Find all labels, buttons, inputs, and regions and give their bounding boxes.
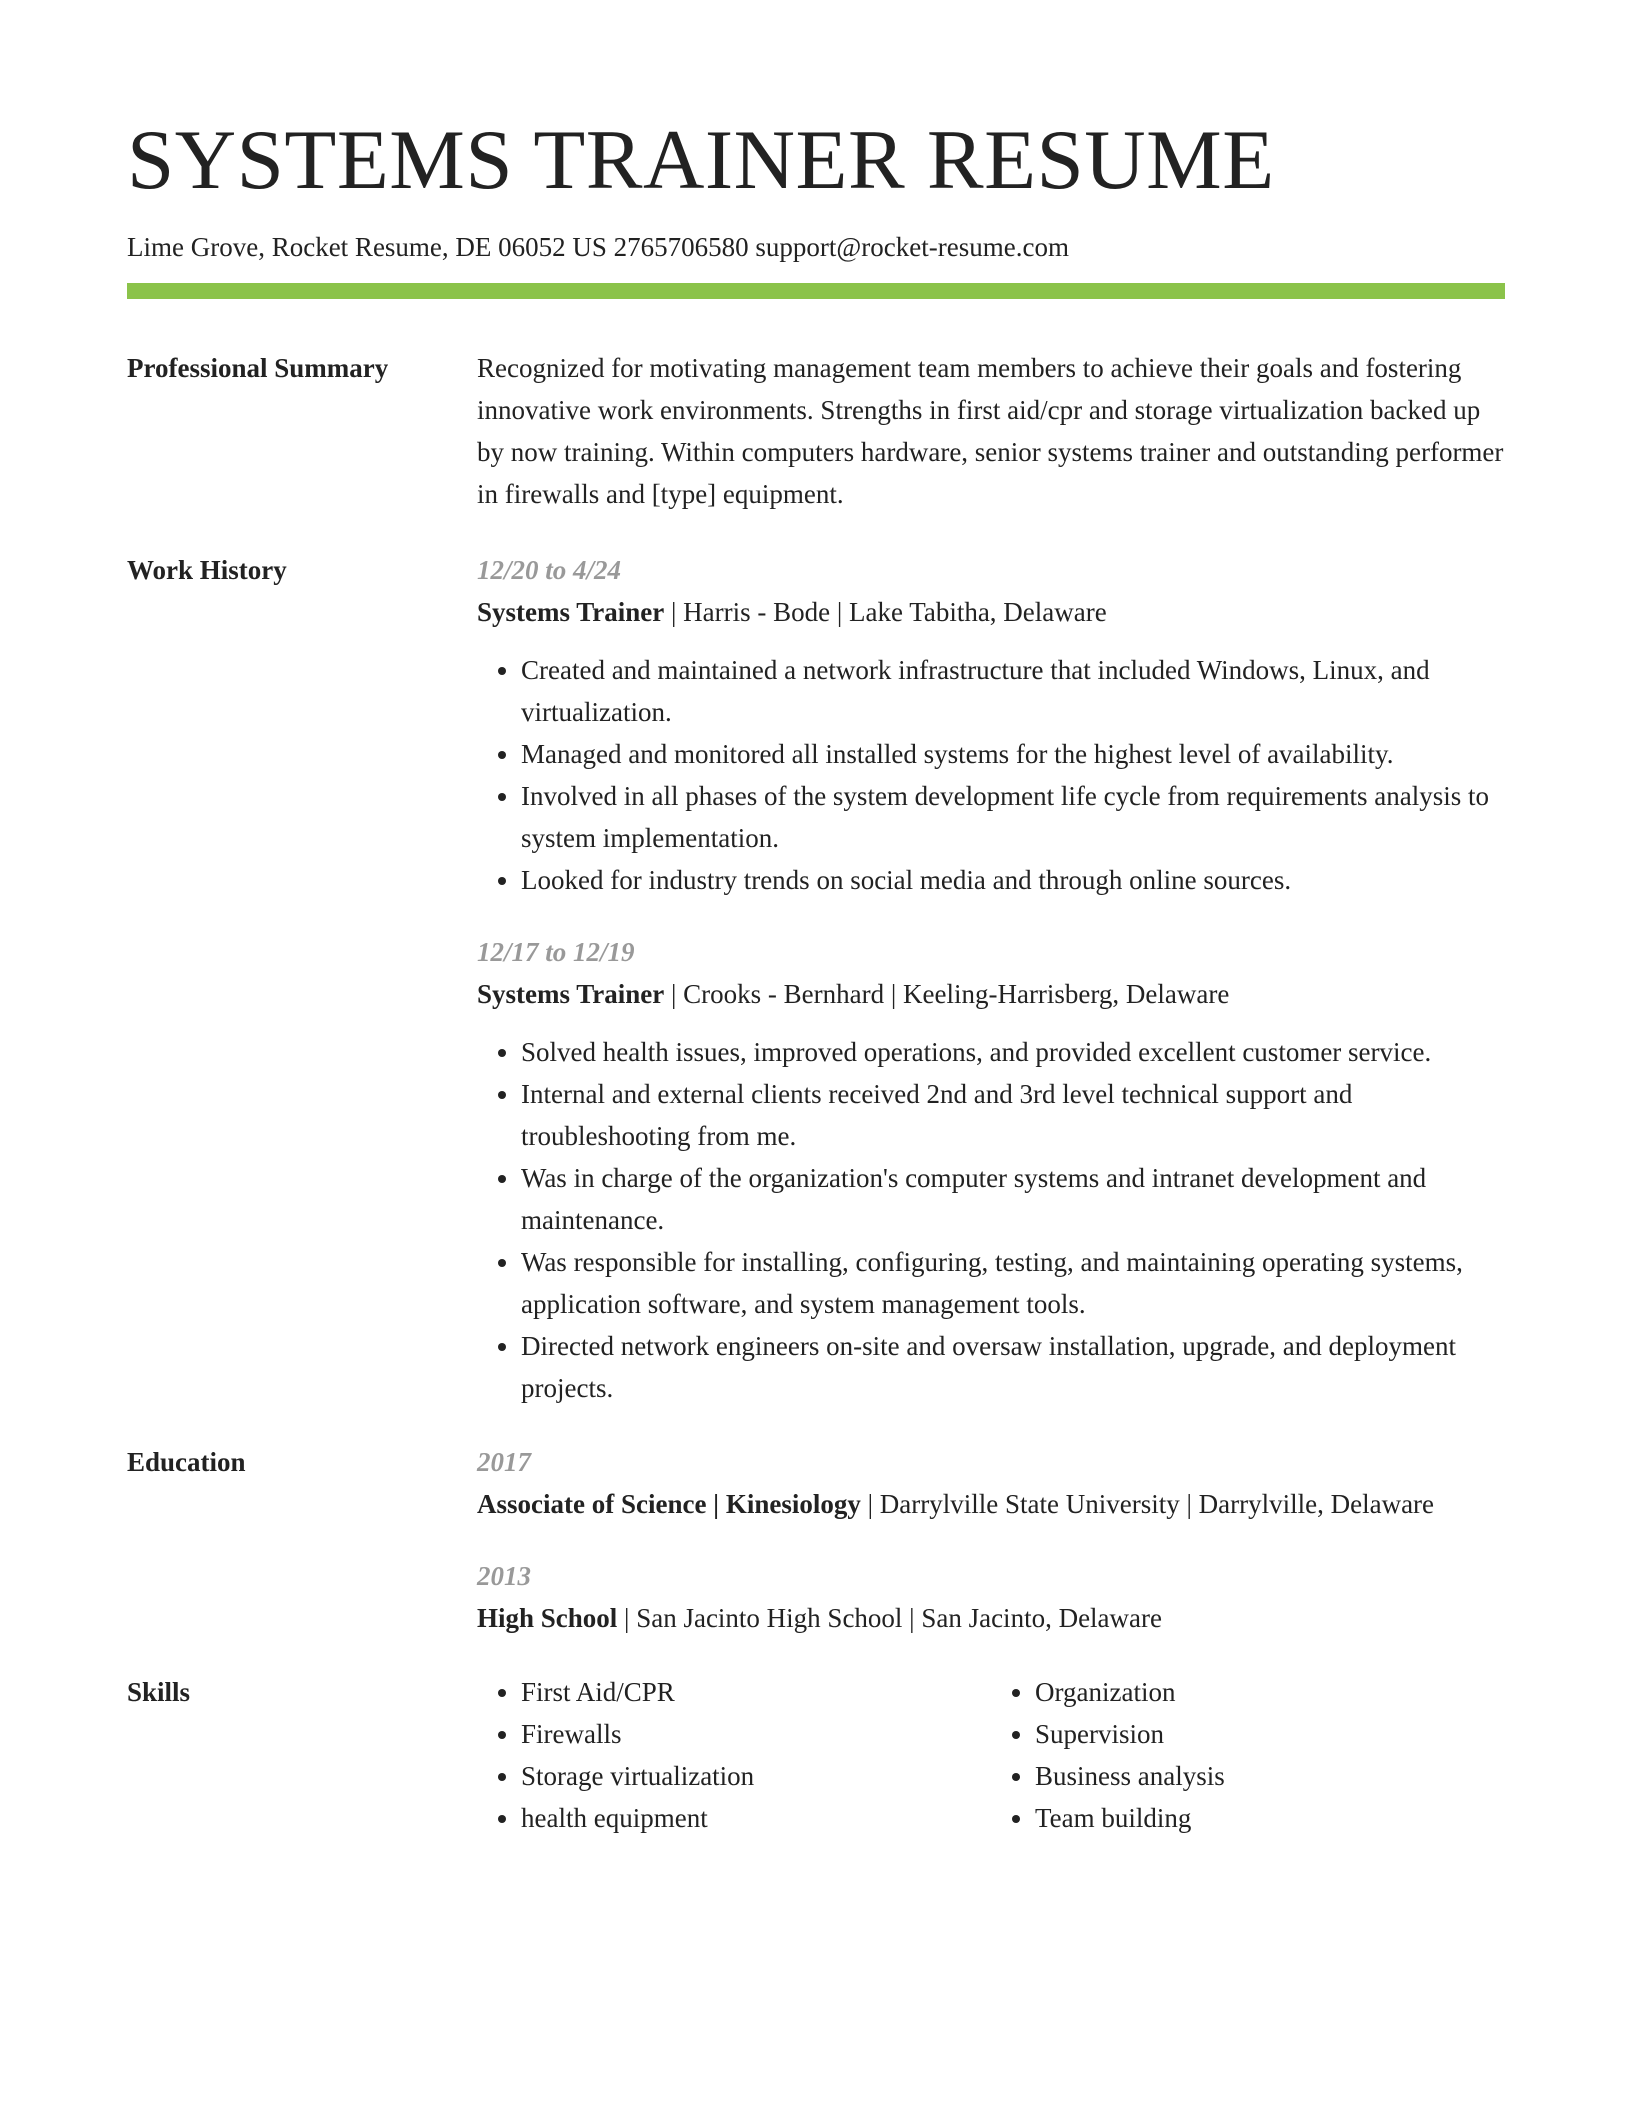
list-item: • Organization	[1035, 1671, 1505, 1713]
education-entries	[477, 1441, 1505, 1639]
job-role: Systems Trainer	[477, 979, 665, 1010]
education-degree: Associate of Science | Kinesiology	[477, 1489, 861, 1520]
section-label-education: Education	[127, 1447, 246, 1478]
section-label-summary: Professional Summary	[127, 353, 389, 384]
skills-grid	[477, 1671, 1505, 1839]
job-entry	[477, 931, 1505, 1409]
contact-line: Lime Grove, Rocket Resume, DE 06052 US 2765706580 support@rocket-resume.com	[127, 232, 1069, 262]
job-title-line	[477, 591, 1505, 633]
work-entries	[477, 549, 1505, 1409]
job-bullets	[477, 649, 1505, 901]
accent-divider	[127, 283, 1505, 299]
education-line	[477, 1597, 1505, 1639]
job-dates: 12/17 to 12/19	[477, 937, 635, 968]
education-dates: 2017	[477, 1447, 531, 1478]
education-details: | Darrylville State University | Darrylville, Delaware	[860, 1489, 1435, 1520]
skills-body	[477, 1671, 1505, 1839]
section-education	[127, 1441, 1505, 1639]
list-item: • Directed network engineers on-site and oversaw installation, upgrade, and deployment projects.	[521, 1325, 1505, 1409]
list-item: • Internal and external clients received 2nd and 3rd level technical support and troubleshooting from me.	[521, 1073, 1505, 1157]
education-dates: 2013	[477, 1561, 531, 1592]
list-item: • Created and maintained a network infrastructure that included Windows, Linux, and virtualization.	[521, 649, 1505, 733]
list-item: • Solved health issues, improved operations, and provided excellent customer service.	[521, 1031, 1505, 1073]
job-title-line	[477, 973, 1505, 1015]
education-degree: High School	[477, 1603, 618, 1634]
list-item: • First Aid/CPR	[521, 1671, 991, 1713]
section-work-history	[127, 549, 1505, 1409]
list-item: • Supervision	[1035, 1713, 1505, 1755]
list-item: • Involved in all phases of the system development life cycle from requirements analysis to system implementation.	[521, 775, 1505, 859]
job-bullets	[477, 1031, 1505, 1409]
education-entry	[477, 1441, 1505, 1525]
job-entry	[477, 549, 1505, 901]
list-item: • Was in charge of the organization's computer systems and intranet development and maintenance.	[521, 1157, 1505, 1241]
job-role: Systems Trainer	[477, 597, 665, 628]
list-item: • Storage virtualization	[521, 1755, 991, 1797]
job-details: | Harris - Bode | Lake Tabitha, Delaware	[664, 597, 1107, 628]
list-item: • Managed and monitored all installed systems for the highest level of availability.	[521, 733, 1505, 775]
job-dates: 12/20 to 4/24	[477, 555, 622, 586]
education-line	[477, 1483, 1505, 1525]
skills-column-left	[477, 1671, 991, 1839]
section-label-work: Work History	[127, 555, 287, 586]
list-item: • Firewalls	[521, 1713, 991, 1755]
list-item: • Looked for industry trends on social media and through online sources.	[521, 859, 1505, 901]
list-item: • Was responsible for installing, configuring, testing, and maintaining operating systems, application software, and system management tools.	[521, 1241, 1505, 1325]
section-skills	[127, 1671, 1505, 1839]
list-item: • Business analysis	[1035, 1755, 1505, 1797]
education-entry	[477, 1555, 1505, 1639]
list-item: • health equipment	[521, 1797, 991, 1839]
section-label-skills: Skills	[127, 1677, 191, 1708]
job-details: | Crooks - Bernhard | Keeling-Harrisberg, Delaware	[664, 979, 1230, 1010]
resume-title: SYSTEMS TRAINER RESUME	[127, 113, 1275, 207]
summary-text: Recognized for motivating management team members to achieve their goals and fostering innovative work environments. Strengths in first aid/cpr and storage virtualization backed up by now training. Within computers hardware, senior systems trainer and outstanding performer in firewalls and [type] equipment.	[477, 353, 1504, 510]
list-item: • Team building	[1035, 1797, 1505, 1839]
skills-column-right	[991, 1671, 1505, 1839]
education-details: | San Jacinto High School | San Jacinto, Delaware	[617, 1603, 1162, 1634]
section-professional-summary	[127, 347, 1505, 515]
